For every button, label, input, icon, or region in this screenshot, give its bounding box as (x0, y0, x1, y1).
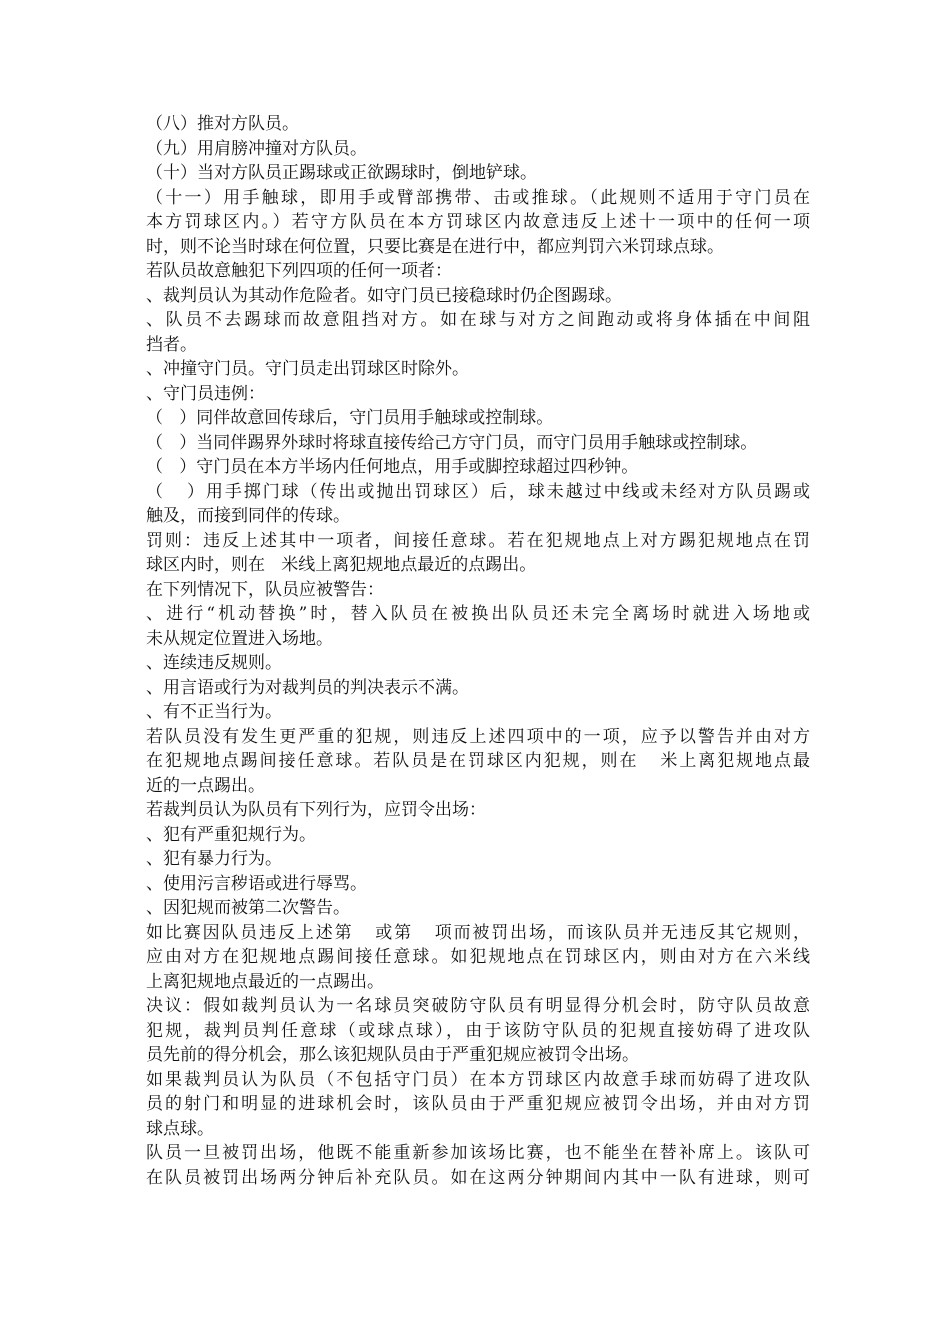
text-line: 、用言语或行为对裁判员的判决表示不满。 (146, 677, 469, 698)
text-line: 挡者。 (146, 334, 197, 355)
text-line: 如果裁判员认为队员（不包括守门员）在本方罚球区内故意手球而妨碍了进攻队 (146, 1069, 810, 1090)
text-line: 若裁判员认为队员有下列行为，应罚令出场： (146, 800, 486, 820)
text-line: 在犯规地点踢间接任意球。若队员是在罚球区内犯规，则在 米上离犯规地点最 (146, 751, 810, 771)
text-line: （八）推对方队员。 (146, 114, 299, 134)
text-line: 、守门员违例： (146, 383, 265, 404)
text-line: 未从规定位置进入场地。 (146, 628, 333, 649)
text-line: （ ）当同伴踢界外球时将球直接传给己方守门员，而守门员用手触球或控制球。 (146, 432, 758, 453)
text-line: 、因犯规而被第二次警告。 (146, 898, 350, 918)
text-line: 应由对方在犯规地点踢间接任意球。如犯规地点在罚球区内，则由对方在六米线 (146, 947, 810, 967)
text-line: 若队员故意触犯下列四项的任何一项者： (146, 261, 452, 281)
text-line: 球区内时，则在 米线上离犯规地点最近的点踢出。 (146, 555, 537, 575)
text-line: 员先前的得分机会，那么该犯规队员由于严重犯规应被罚令出场。 (146, 1045, 639, 1065)
text-line: 、裁判员认为其动作危险者。如守门员已接稳球时仍企图踢球。 (146, 285, 622, 306)
text-line: （十）当对方队员正踢球或正欲踢球时，倒地铲球。 (146, 163, 537, 183)
text-line: （十一）用手触球，即用手或臂部携带、击或推球。（此规则不适用于守门员在 (146, 187, 810, 208)
text-line: 本方罚球区内。）若守方队员在本方罚球区内故意违反上述十一项中的任何一项 (146, 212, 810, 232)
text-line: 触及，而接到同伴的传球。 (146, 506, 350, 526)
text-line: 上离犯规地点最近的一点踢出。 (146, 971, 384, 992)
text-line: 、有不正当行为。 (146, 702, 282, 722)
text-line: 犯规，裁判员判任意球（或球点球），由于该防守队员的犯规直接妨碍了进攻队 (146, 1020, 810, 1041)
text-line: 决议：假如裁判员认为一名球员突破防守队员有明显得分机会时，防守队员故意 (146, 996, 810, 1016)
text-line: 、犯有严重犯规行为。 (146, 824, 316, 845)
text-line: （ ）同伴故意回传球后，守门员用手触球或控制球。 (146, 408, 554, 428)
text-line: 、使用污言秽语或进行辱骂。 (146, 873, 367, 894)
text-line: 近的一点踢出。 (146, 775, 265, 796)
text-line: 、进行“机动替换”时，替入队员在被换出队员还未完全离场时就进入场地或 (146, 604, 810, 624)
text-line: 在队员被罚出场两分钟后补充队员。如在这两分钟期间内其中一队有进球，则可 (146, 1167, 810, 1188)
text-line: （九）用肩膀冲撞对方队员。 (146, 138, 367, 159)
text-line: 时，则不论当时球在何位置，只要比赛是在进行中，都应判罚六米罚球点球。 (146, 236, 724, 257)
text-line: 队员一旦被罚出场，他既不能重新参加该场比赛，也不能坐在替补席上。该队可 (146, 1143, 810, 1163)
text-line: 、犯有暴力行为。 (146, 849, 282, 869)
text-line: 在下列情况下，队员应被警告： (146, 579, 384, 600)
text-line: 、冲撞守门员。守门员走出罚球区时除外。 (146, 359, 469, 379)
text-line: 、连续违反规则。 (146, 653, 282, 673)
text-line: 、队员不去踢球而故意阻挡对方。如在球与对方之间跑动或将身体插在中间阻 (146, 310, 810, 330)
text-line: 若队员没有发生更严重的犯规，则违反上述四项中的一项，应予以警告并由对方 (146, 726, 810, 747)
text-line: 罚则：违反上述其中一项者，间接任意球。若在犯规地点上对方踢犯规地点在罚 (146, 530, 810, 551)
document-page (146, 112, 810, 1190)
text-line: 如比赛因队员违反上述第 或第 项而被罚出场，而该队员并无违反其它规则， (146, 922, 810, 943)
text-line: （ ）守门员在本方半场内任何地点，用手或脚控球超过四秒钟。 (146, 457, 639, 477)
text-line: 员的射门和明显的进球机会时，该队员由于严重犯规应被罚令出场，并由对方罚 (146, 1094, 810, 1114)
text-line: （ ）用手掷门球（传出或抛出罚球区）后，球未越过中线或未经对方队员踢或 (146, 481, 810, 502)
text-line: 球点球。 (146, 1118, 214, 1139)
